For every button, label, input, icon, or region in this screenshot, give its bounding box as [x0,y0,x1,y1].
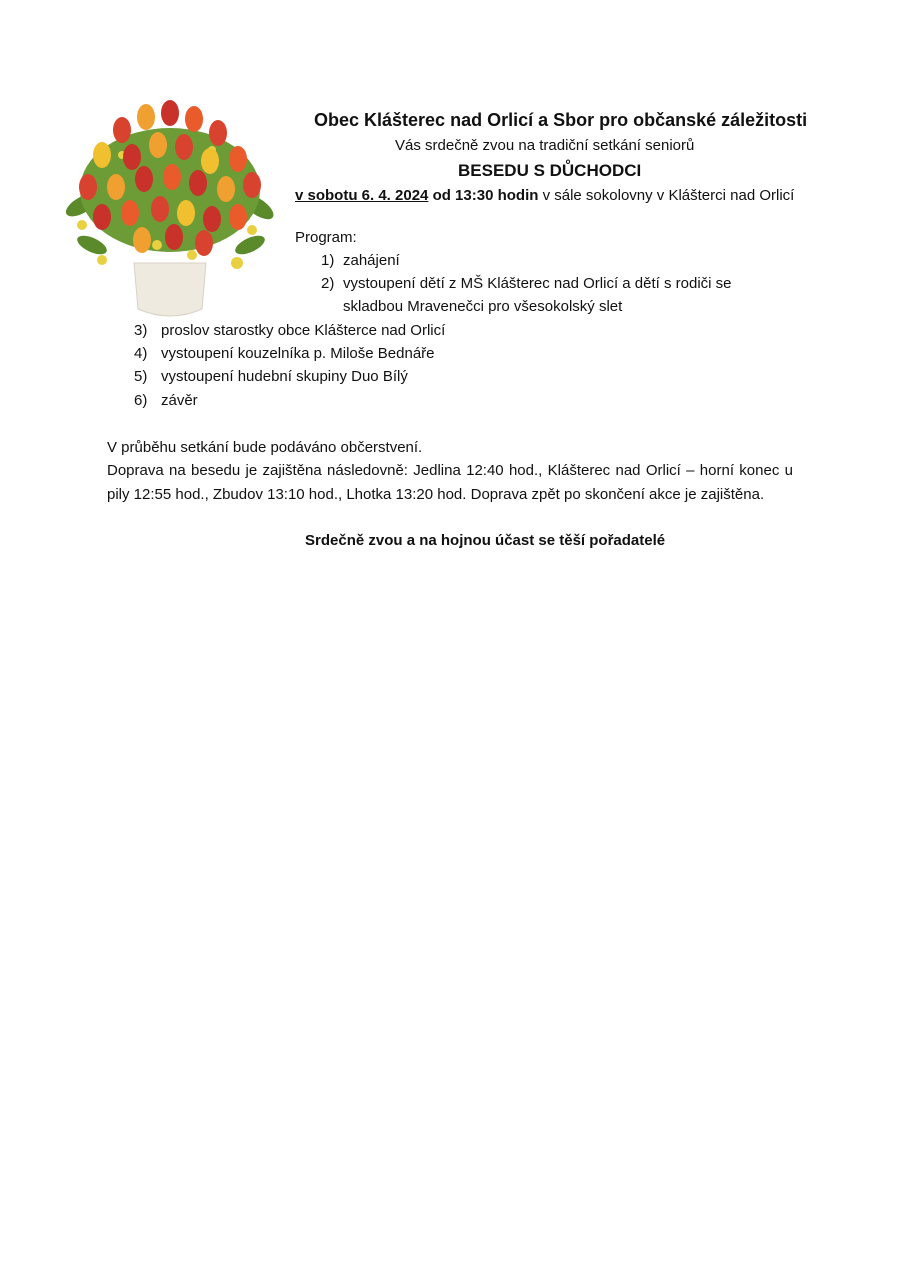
program-item-text: zahájení [343,252,400,269]
transport-note: Doprava na besedu je zajištěna následovně: Jedlina 12:40 hod., Klášterec nad Orlicí – horní konec u pily 12:55 hod., Zbudov 13:10 hod., Lhotka 13:20 hod. Doprava zpět po skončení akce je zajištěna. [107,462,793,503]
closing-line: Srdečně zvou a na hojnou účast se těší pořadatelé [305,532,666,549]
event-venue: v sále sokolovny v Klášterci nad Orlicí [538,187,795,204]
invitation-subtitle: Vás srdečně zvou na tradiční setkání seniorů [395,137,695,154]
tulip-bouquet-image [62,95,278,323]
program-item-text: proslov starostky obce Klášterce nad Orlicí [161,322,446,339]
program-item-number: 3) [134,322,148,339]
program-item-text: vystoupení kouzelníka p. Miloše Bednáře [161,345,435,362]
program-item-number: 2) [321,275,335,292]
event-date: v sobotu 6. 4. 2024 [295,187,429,204]
program-label: Program: [295,229,357,246]
program-item-number: 1) [321,252,335,269]
event-time: od 13:30 hodin [432,187,539,204]
event-name: BESEDU S DŮCHODCI [458,161,642,180]
program-item-number: 5) [134,368,148,385]
event-date-time [295,186,794,206]
invitation-title: Obec Klášterec nad Orlicí a Sbor pro občanské záležitosti [314,110,808,130]
program-item-number: 4) [134,345,148,362]
program-item-text-continued: skladbou Mravenečci pro všesokolský slet [343,298,623,315]
program-item-text: závěr [161,392,198,409]
program-item-text: vystoupení dětí z MŠ Klášterec nad Orlicí a dětí s rodiči se [343,275,732,292]
program-item-number: 6) [134,392,148,409]
refreshments-note: V průběhu setkání bude podáváno občerstvení. [107,439,423,456]
program-item-text: vystoupení hudební skupiny Duo Bílý [161,368,408,385]
